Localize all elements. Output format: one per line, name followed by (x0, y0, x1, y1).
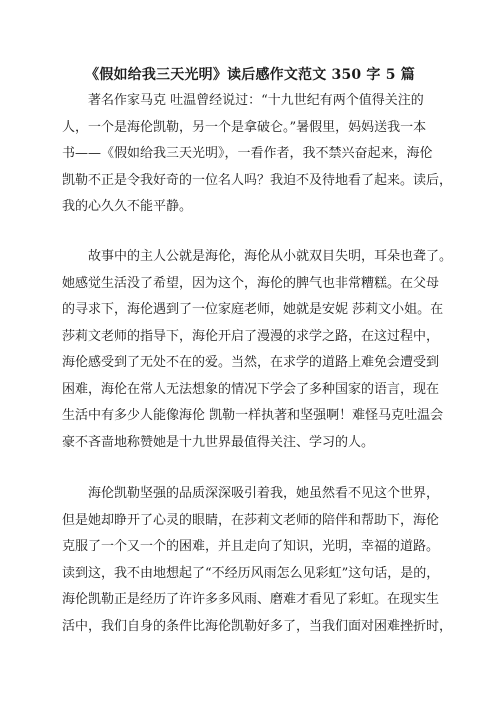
paragraph-line: 活中，我们自身的条件比海伦凯勒好多了，当我们面对困难挫折时， (62, 618, 453, 634)
paragraph-line: 生活中有多少人能像海伦 凯勒一样执著和坚强啊！难怪马克吐温会 (62, 408, 444, 423)
paragraph-1 (62, 88, 453, 221)
paragraph-2 (62, 244, 453, 456)
paragraph-line: 海伦感受到了无处不在的爱。当然，在求学的道路上难免会遭受到 (62, 355, 440, 370)
paragraph-line: 她感觉生活没了希望，因为这个，海伦的脾气也非常糟糕。在父母 (62, 275, 440, 291)
paragraph-line: 的寻求下，海伦遇到了一位家庭老师，她就是安妮 莎莉文小姐。在 (62, 302, 444, 317)
paragraph-line: 著名作家马克 吐温曾经说过：“十九世纪有两个值得关注的 (62, 93, 424, 108)
paragraph-line: 莎莉文老师的指导下，海伦开启了漫漫的求学之路，在这过程中， (62, 328, 440, 344)
paragraph-3 (62, 481, 453, 640)
paragraph-line: 克服了一个又一个的困难，并且走向了知识，光明，幸福的道路。 (62, 539, 440, 554)
document-title: 《假如给我三天光明》读后感作文范文 350 字 5 篇 (85, 67, 415, 83)
paragraph-line: 我的心久久不能平静。 (62, 199, 193, 214)
paragraph-line: 人，一个是海伦凯勒，另一个是拿破仑。”暑假里，妈妈送我一本 (62, 119, 427, 135)
paragraph-line: 书——《假如给我三天光明》，一看作者，我不禁兴奋起来，海伦 (62, 146, 433, 161)
paragraph-line: 故事中的主人公就是海伦，海伦从小就双目失明，耳朵也聋了。 (62, 249, 453, 264)
paragraph-line: 困难，海伦在常人无法想象的情况下学会了多种国家的语言，现在 (62, 381, 440, 397)
paragraph-line: 海伦凯勒正是经历了许许多多风雨、磨难才看见了彩虹。在现实生 (62, 592, 440, 607)
paragraph-line: 凯勒不正是令我好奇的一位名人吗？我迫不及待地看了起来。读后， (62, 172, 453, 188)
paragraph-line: 豪不吝啬地称赞她是十九世界最值得关注、学习的人。 (62, 434, 375, 450)
paragraph-line: 但是她却睁开了心灵的眼睛，在莎莉文老师的陪伴和帮助下，海伦 (62, 512, 440, 528)
paragraph-line: 读到这，我不由地想起了“不经历风雨怎么见彩虹”这句话，是的， (62, 565, 440, 581)
paragraph-line: 海伦凯勒坚强的品质深深吸引着我，她虽然看不见这个世界， (62, 486, 440, 501)
